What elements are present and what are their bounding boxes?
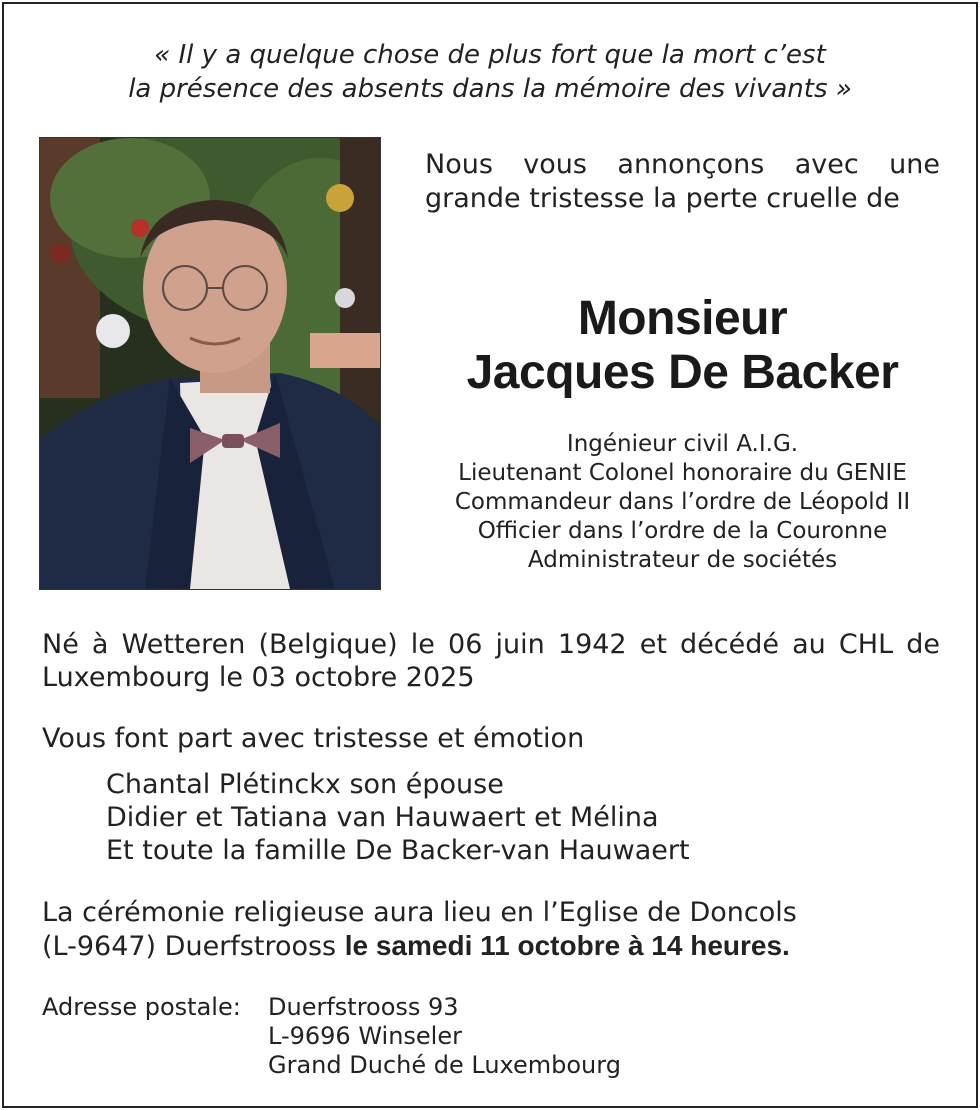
epigraph-quote <box>0 38 980 106</box>
intro-line-1: Nous vous annonçons avec une <box>425 149 940 180</box>
announcement-line: Vous font part avec tristesse et émotion <box>42 723 585 754</box>
address-line: Duerfstrooss 93 <box>268 993 459 1021</box>
portrait-photo <box>39 137 381 590</box>
family-member: Et toute la famille De Backer-van Hauwaert <box>106 835 690 866</box>
birth-death-line-2: Luxembourg le 03 octobre 2025 <box>42 662 475 693</box>
address-lines <box>268 993 621 1080</box>
ceremony-line-1: La cérémonie religieuse aura lieu en l’Eglise de Doncols <box>42 897 797 928</box>
quote-line-1: « Il y a quelque chose de plus fort que la mort c’est <box>154 40 826 70</box>
title-line: Officier dans l’ordre de la Couronne <box>477 518 888 544</box>
intro-line-2: grande tristesse la perte cruelle de <box>425 183 900 214</box>
quote-line-2: la présence des absents dans la mémoire des vivants » <box>128 74 852 104</box>
ceremony-line-2 <box>42 929 940 963</box>
address-line: L-9696 Winseler <box>268 1022 462 1050</box>
birth-death-paragraph <box>42 628 940 694</box>
address-line: Grand Duché de Luxembourg <box>268 1051 621 1079</box>
portrait-illustration <box>40 138 380 589</box>
salutation: Monsieur <box>577 292 788 345</box>
family-list <box>106 768 690 867</box>
family-member: Didier et Tatiana van Hauwaert et Mélina <box>106 802 659 833</box>
family-member: Chantal Plétinckx son épouse <box>106 769 504 800</box>
deceased-name-block <box>425 292 940 400</box>
honorific-titles <box>425 430 940 575</box>
title-line: Commandeur dans l’ordre de Léopold II <box>454 489 911 515</box>
announcement-intro <box>425 148 940 216</box>
deceased-name: Jacques De Backer <box>466 346 899 399</box>
ceremony-location: (L-9647) Duerfstrooss <box>42 931 345 962</box>
title-line: Ingénieur civil A.I.G. <box>566 431 799 457</box>
address-label: Adresse postale: <box>42 993 241 1021</box>
title-line: Lieutenant Colonel honoraire du GENIE <box>458 460 907 486</box>
birth-death-line-1: Né à Wetteren (Belgique) le 06 juin 1942 et décédé au CHL de <box>42 629 940 660</box>
ceremony-date-time: le samedi 11 octobre à 14 heures. <box>344 930 790 961</box>
title-line: Administrateur de sociétés <box>527 547 838 573</box>
ceremony-paragraph <box>42 896 940 963</box>
